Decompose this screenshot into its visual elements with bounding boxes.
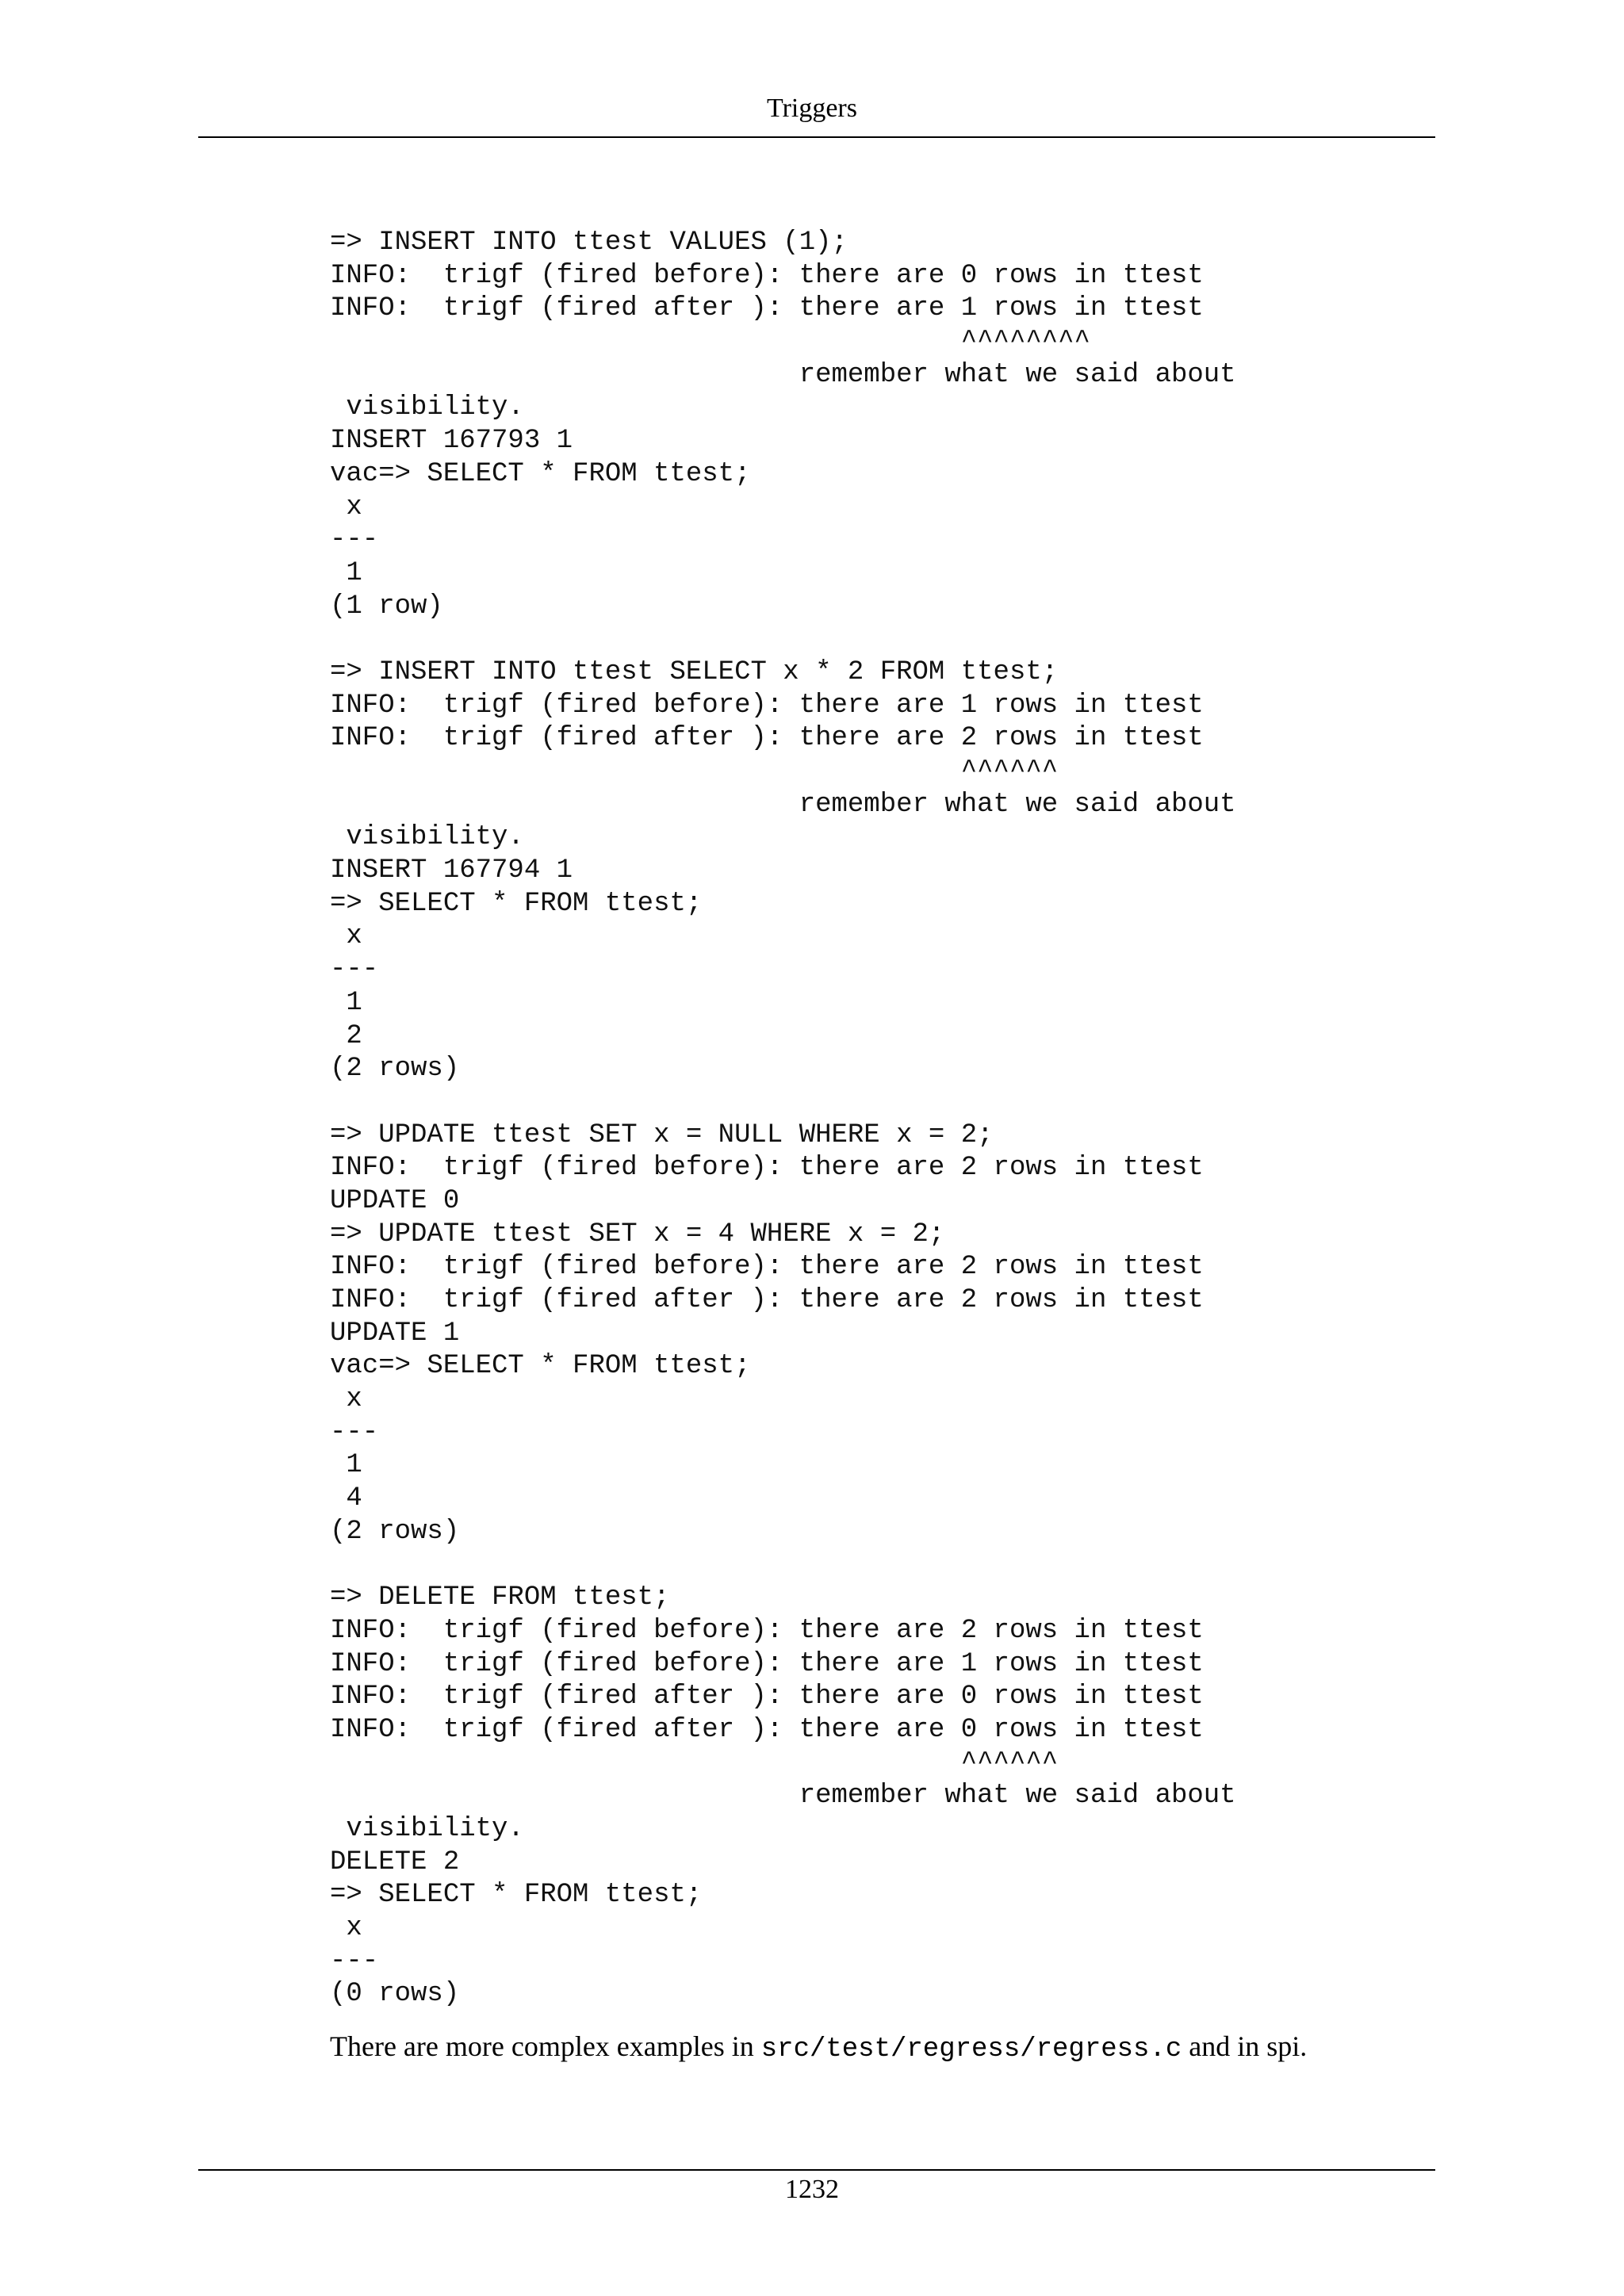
code-line: INFO: trigf (fired after ): there are 2 rows in ttest xyxy=(330,723,1204,754)
code-line: 2 xyxy=(330,1020,362,1051)
code-line: x xyxy=(330,921,362,952)
code-line: UPDATE 1 xyxy=(330,1318,460,1349)
code-line: INFO: trigf (fired after ): there are 0 rows in ttest xyxy=(330,1682,1204,1712)
page-number: 1232 xyxy=(785,2175,839,2204)
paragraph-text-before: There are more complex examples in xyxy=(330,2030,761,2062)
code-line: 1 xyxy=(330,987,362,1018)
code-line: 1 xyxy=(330,1450,362,1481)
running-header-title: Triggers xyxy=(767,94,857,123)
code-listing xyxy=(330,227,1236,2011)
code-line: ^^^^^^ xyxy=(330,1747,1059,1778)
code-line: => INSERT INTO ttest VALUES (1); xyxy=(330,228,848,258)
paragraph-text-after: and in spi. xyxy=(1182,2030,1308,2062)
code-line: => UPDATE ttest SET x = NULL WHERE x = 2; xyxy=(330,1119,994,1150)
paragraph-code-path: src/test/regress/regress.c xyxy=(760,2034,1182,2064)
code-line: INFO: trigf (fired before): there are 2 rows in ttest xyxy=(330,1252,1204,1283)
code-line: (2 rows) xyxy=(330,1054,460,1085)
code-line: INSERT 167794 1 xyxy=(330,855,573,886)
code-line xyxy=(330,1086,1236,1119)
code-line: INFO: trigf (fired before): there are 1 rows in ttest xyxy=(330,690,1204,721)
code-line: (2 rows) xyxy=(330,1516,460,1547)
code-line: => SELECT * FROM ttest; xyxy=(330,888,703,919)
code-line: => INSERT INTO ttest SELECT x * 2 FROM ttest; xyxy=(330,656,1059,687)
code-line: DELETE 2 xyxy=(330,1846,460,1877)
code-line: 1 xyxy=(330,557,362,588)
code-line: vac=> SELECT * FROM ttest; xyxy=(330,1351,751,1382)
code-line: (0 rows) xyxy=(330,1979,460,2010)
body-paragraph xyxy=(330,2030,1307,2064)
code-line: INFO: trigf (fired before): there are 0 rows in ttest xyxy=(330,260,1204,291)
code-line: INFO: trigf (fired after ): there are 2 rows in ttest xyxy=(330,1285,1204,1315)
code-line: visibility. xyxy=(330,1814,524,1844)
code-line: INFO: trigf (fired before): there are 1 rows in ttest xyxy=(330,1648,1204,1679)
code-line: remember what we said about xyxy=(330,789,1236,820)
code-line: INFO: trigf (fired before): there are 2 rows in ttest xyxy=(330,1153,1204,1184)
code-line: INFO: trigf (fired before): there are 2 rows in ttest xyxy=(330,1615,1204,1646)
code-line: => DELETE FROM ttest; xyxy=(330,1582,670,1613)
code-line: INFO: trigf (fired after ): there are 0 rows in ttest xyxy=(330,1714,1204,1745)
code-line: UPDATE 0 xyxy=(330,1185,460,1216)
code-line xyxy=(330,1549,1236,1582)
code-line: x xyxy=(330,1384,362,1415)
code-line: INFO: trigf (fired after ): there are 1 rows in ttest xyxy=(330,293,1204,324)
code-line: visibility. xyxy=(330,822,524,853)
code-line: => SELECT * FROM ttest; xyxy=(330,1880,703,1911)
header-divider xyxy=(198,136,1435,138)
code-line: 4 xyxy=(330,1483,362,1514)
code-line: vac=> SELECT * FROM ttest; xyxy=(330,458,751,489)
code-line: --- xyxy=(330,525,379,556)
code-line: --- xyxy=(330,1946,379,1976)
code-line: remember what we said about xyxy=(330,359,1236,390)
code-line: x xyxy=(330,492,362,522)
code-line: ^^^^^^^^ xyxy=(330,327,1090,358)
code-line: x xyxy=(330,1913,362,1944)
code-line: remember what we said about xyxy=(330,1781,1236,1812)
code-line: visibility. xyxy=(330,392,524,423)
code-line: --- xyxy=(330,1417,379,1448)
code-line: INSERT 167793 1 xyxy=(330,426,573,457)
code-line: --- xyxy=(330,955,379,985)
code-line: => UPDATE ttest SET x = 4 WHERE x = 2; xyxy=(330,1219,945,1249)
code-line: (1 row) xyxy=(330,591,443,622)
code-line xyxy=(330,623,1236,656)
code-line: ^^^^^^ xyxy=(330,756,1059,786)
footer-divider xyxy=(198,2169,1435,2171)
